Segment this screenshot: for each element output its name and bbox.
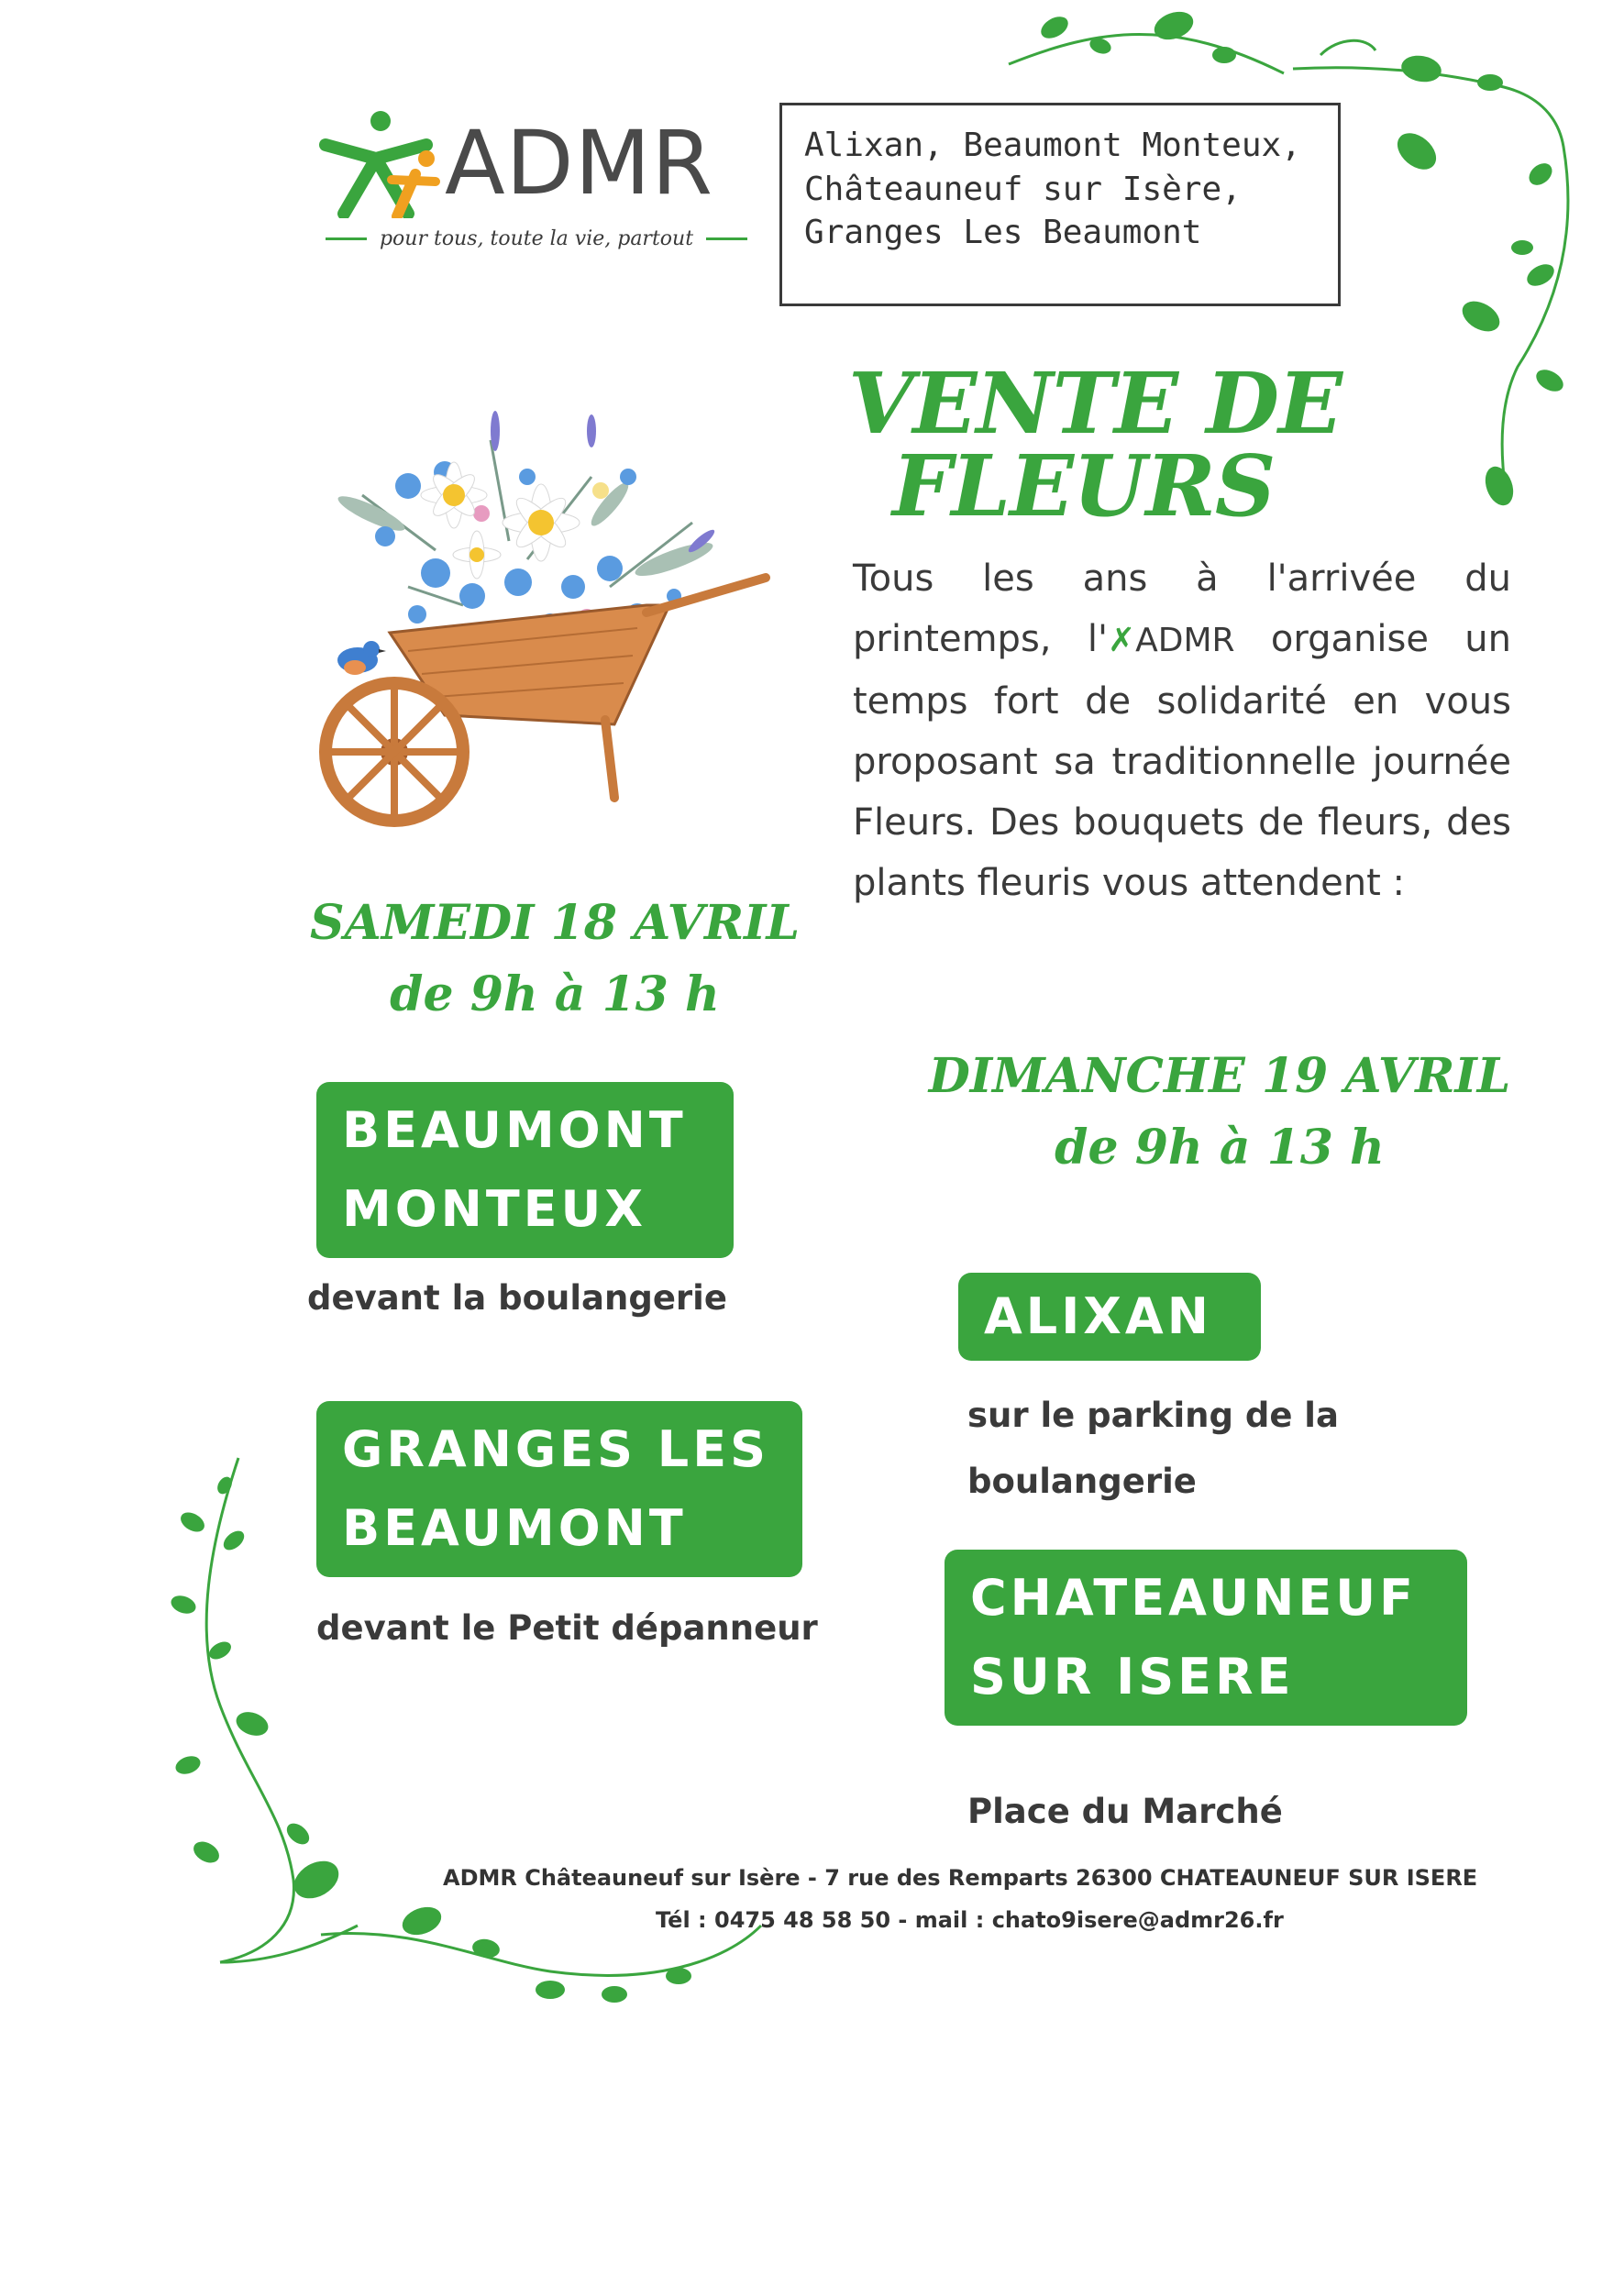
location-label-beaumont-monteux [316, 1082, 734, 1258]
village-line: Granges Les Beaumont [804, 214, 1202, 252]
location-description: devant le Petit dépanneur [316, 1608, 818, 1648]
village-line: Châteauneuf sur Isère, [804, 170, 1242, 208]
location-label-granges-les-beaumont [316, 1401, 802, 1577]
location-name-line: BEAUMONT [342, 1499, 687, 1557]
location-description [967, 1383, 1444, 1515]
intro-paragraph [853, 548, 1511, 913]
sunday-day: DIMANCHE 19 AVRIL [928, 1048, 1511, 1104]
admr-figures-icon [307, 108, 445, 218]
sunday-hours: de 9h à 13 h [1055, 1120, 1385, 1176]
villages-box [779, 103, 1341, 306]
title-line-2: FLEURS [892, 436, 1276, 536]
location-name-line: ALIXAN [984, 1287, 1212, 1345]
sunday-header [908, 1041, 1531, 1184]
location-name-line: CHATEAUNEUF [970, 1569, 1417, 1627]
village-line: Alixan, Beaumont Monteux, [804, 127, 1301, 164]
location-label-alixan [958, 1273, 1261, 1361]
title-line-1: VENTE DE [848, 354, 1342, 453]
logo-brand-text: ADMR [445, 112, 714, 215]
intro-text-end: organise un temps fort de solidarité en vous proposant sa traditionnelle journée Fleurs. Des bouquets de fleurs, des plants fleuris vous attendent : [853, 618, 1511, 904]
saturday-hours: de 9h à 13 h [390, 966, 720, 1022]
location-name-line: SUR ISERE [970, 1648, 1295, 1706]
location-name-line: MONTEUX [342, 1180, 647, 1238]
inline-logo-text: ADMR [1135, 622, 1235, 659]
page-title [848, 354, 1362, 536]
location-name-line: BEAUMONT [342, 1101, 687, 1159]
saturday-header [280, 888, 830, 1031]
admr-figures-icon: ✗ [1107, 622, 1136, 659]
saturday-day: SAMEDI 18 AVRIL [309, 895, 801, 951]
location-description-line: boulangerie [967, 1462, 1197, 1501]
location-description: devant la boulangerie [307, 1278, 727, 1318]
intro-text-start: Tous les ans à l'arrivée du printemps, l' [853, 557, 1511, 660]
admr-logo [307, 108, 757, 264]
location-label-chateauneuf-sur-isere [945, 1550, 1467, 1726]
logo-tagline: pour tous, toute la vie, partout [379, 227, 694, 250]
footer-address: ADMR Châteauneuf sur Isère - 7 rue des Remparts 26300 CHATEAUNEUF SUR ISERE [443, 1865, 1478, 1891]
tagline-rule [706, 237, 747, 240]
logo-tagline-row [326, 227, 747, 250]
inline-admr-logo [1108, 622, 1235, 659]
flower-wheelbarrow-illustration [307, 376, 784, 834]
location-description-line: sur le parking de la [967, 1396, 1339, 1435]
footer-contact: Tél : 0475 48 58 50 - mail : chato9isere@admr26.fr [656, 1907, 1284, 1933]
tagline-rule [326, 237, 367, 240]
location-name-line: GRANGES LES [342, 1420, 769, 1478]
location-description: Place du Marché [967, 1792, 1283, 1831]
